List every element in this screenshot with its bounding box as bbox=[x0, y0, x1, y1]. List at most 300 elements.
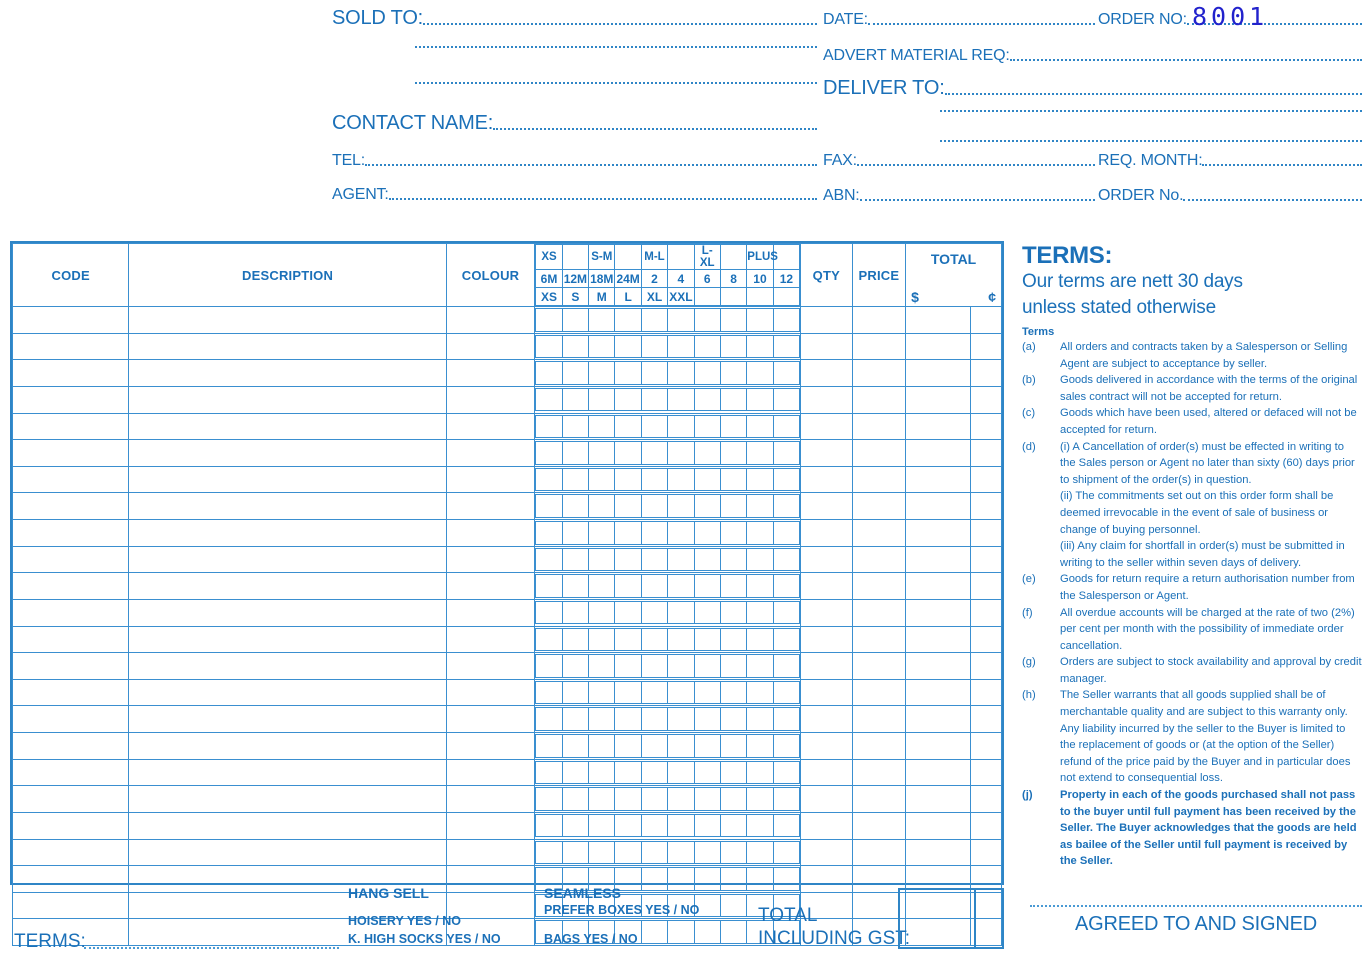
cell-description[interactable] bbox=[129, 839, 446, 866]
cell-colour[interactable] bbox=[446, 440, 535, 467]
size-cells-group[interactable] bbox=[535, 681, 800, 705]
bags-option[interactable]: BAGS YES / NO bbox=[544, 932, 638, 946]
cell-size-1[interactable] bbox=[536, 788, 562, 811]
size-cells-group[interactable] bbox=[535, 761, 800, 785]
cell-size-7[interactable] bbox=[694, 841, 720, 864]
cell-sizes[interactable] bbox=[535, 706, 801, 733]
cell-total-dollar[interactable] bbox=[906, 839, 971, 866]
size-cells-group[interactable] bbox=[535, 707, 800, 731]
cell-size-8[interactable] bbox=[720, 468, 746, 491]
cell-price[interactable] bbox=[852, 626, 906, 653]
cell-size-6[interactable] bbox=[668, 415, 694, 438]
cell-size-5[interactable] bbox=[641, 388, 667, 411]
table-row[interactable] bbox=[13, 413, 1002, 440]
cell-size-2[interactable] bbox=[562, 708, 588, 731]
cell-size-8[interactable] bbox=[720, 788, 746, 811]
contact-name-input-line[interactable] bbox=[493, 128, 817, 130]
cell-code[interactable] bbox=[13, 333, 129, 360]
cell-size-7[interactable] bbox=[694, 522, 720, 545]
cell-qty[interactable] bbox=[801, 786, 853, 813]
cell-size-8[interactable] bbox=[720, 522, 746, 545]
cell-sizes[interactable] bbox=[535, 440, 801, 467]
cell-size-2[interactable] bbox=[562, 575, 588, 598]
table-row[interactable] bbox=[13, 307, 1002, 334]
cell-size-2[interactable] bbox=[562, 735, 588, 758]
cell-total-cent[interactable] bbox=[971, 493, 1002, 520]
cell-size-6[interactable] bbox=[668, 362, 694, 385]
cell-size-9[interactable] bbox=[747, 468, 773, 491]
cell-description[interactable] bbox=[129, 413, 446, 440]
cell-total-cent[interactable] bbox=[971, 626, 1002, 653]
cell-size-1[interactable] bbox=[536, 628, 562, 651]
cell-size-1[interactable] bbox=[536, 841, 562, 864]
cell-size-7[interactable] bbox=[694, 655, 720, 678]
cell-size-9[interactable] bbox=[747, 655, 773, 678]
cell-size-1[interactable] bbox=[536, 655, 562, 678]
cell-size-10[interactable] bbox=[773, 841, 799, 864]
cell-size-3[interactable] bbox=[589, 814, 615, 837]
cell-size-9[interactable] bbox=[747, 335, 773, 358]
cell-price[interactable] bbox=[852, 599, 906, 626]
cell-price[interactable] bbox=[852, 307, 906, 334]
table-row[interactable] bbox=[13, 679, 1002, 706]
size-cells-group[interactable] bbox=[535, 654, 800, 678]
cell-sizes[interactable] bbox=[535, 839, 801, 866]
cell-size-8[interactable] bbox=[720, 442, 746, 465]
cell-size-10[interactable] bbox=[773, 362, 799, 385]
cell-size-3[interactable] bbox=[589, 655, 615, 678]
cell-total-dollar[interactable] bbox=[906, 626, 971, 653]
cell-size-8[interactable] bbox=[720, 601, 746, 624]
cell-size-2[interactable] bbox=[562, 388, 588, 411]
cell-total-cent[interactable] bbox=[971, 546, 1002, 573]
cell-size-2[interactable] bbox=[562, 362, 588, 385]
cell-size-5[interactable] bbox=[641, 655, 667, 678]
cell-colour[interactable] bbox=[446, 599, 535, 626]
cell-total-dollar[interactable] bbox=[906, 333, 971, 360]
table-row[interactable] bbox=[13, 706, 1002, 733]
cell-size-5[interactable] bbox=[641, 548, 667, 571]
cell-size-7[interactable] bbox=[694, 814, 720, 837]
cell-size-1[interactable] bbox=[536, 708, 562, 731]
cell-size-2[interactable] bbox=[562, 495, 588, 518]
cell-size-4[interactable] bbox=[615, 841, 641, 864]
fax-input-line[interactable] bbox=[857, 164, 1095, 166]
cell-size-8[interactable] bbox=[720, 335, 746, 358]
cell-size-8[interactable] bbox=[720, 575, 746, 598]
cell-description[interactable] bbox=[129, 573, 446, 600]
cell-total-dollar[interactable] bbox=[906, 599, 971, 626]
cell-price[interactable] bbox=[852, 706, 906, 733]
cell-qty[interactable] bbox=[801, 466, 853, 493]
size-cells-group[interactable] bbox=[535, 574, 800, 598]
order-no-secondary-input-line[interactable] bbox=[1183, 199, 1362, 201]
cell-size-10[interactable] bbox=[773, 735, 799, 758]
cell-total-cent[interactable] bbox=[971, 786, 1002, 813]
cell-size-5[interactable] bbox=[641, 761, 667, 784]
cell-size-3[interactable] bbox=[589, 761, 615, 784]
cell-size-8[interactable] bbox=[720, 708, 746, 731]
cell-size-8[interactable] bbox=[720, 415, 746, 438]
cell-total-cent[interactable] bbox=[971, 599, 1002, 626]
cell-size-8[interactable] bbox=[720, 681, 746, 704]
cell-size-9[interactable] bbox=[747, 681, 773, 704]
cell-colour[interactable] bbox=[446, 759, 535, 786]
cell-size-5[interactable] bbox=[641, 788, 667, 811]
cell-price[interactable] bbox=[852, 493, 906, 520]
cell-size-3[interactable] bbox=[589, 468, 615, 491]
cell-size-1[interactable] bbox=[536, 575, 562, 598]
cell-size-1[interactable] bbox=[536, 681, 562, 704]
cell-colour[interactable] bbox=[446, 812, 535, 839]
cell-qty[interactable] bbox=[801, 386, 853, 413]
cell-sizes[interactable] bbox=[535, 786, 801, 813]
cell-colour[interactable] bbox=[446, 466, 535, 493]
cell-size-6[interactable] bbox=[668, 655, 694, 678]
cell-code[interactable] bbox=[13, 546, 129, 573]
footer-terms-input-line[interactable] bbox=[84, 947, 339, 949]
cell-size-10[interactable] bbox=[773, 548, 799, 571]
cell-size-5[interactable] bbox=[641, 575, 667, 598]
cell-code[interactable] bbox=[13, 706, 129, 733]
size-cells-group[interactable] bbox=[535, 308, 800, 332]
cell-size-6[interactable] bbox=[668, 548, 694, 571]
cell-description[interactable] bbox=[129, 307, 446, 334]
cell-size-8[interactable] bbox=[720, 814, 746, 837]
abn-input-line[interactable] bbox=[860, 199, 1095, 201]
cell-size-2[interactable] bbox=[562, 814, 588, 837]
cell-size-1[interactable] bbox=[536, 495, 562, 518]
cell-size-4[interactable] bbox=[615, 522, 641, 545]
cell-sizes[interactable] bbox=[535, 360, 801, 387]
cell-size-6[interactable] bbox=[668, 468, 694, 491]
cell-code[interactable] bbox=[13, 812, 129, 839]
cell-price[interactable] bbox=[852, 733, 906, 760]
cell-description[interactable] bbox=[129, 786, 446, 813]
size-cells-group[interactable] bbox=[535, 441, 800, 465]
cell-size-5[interactable] bbox=[641, 335, 667, 358]
table-row[interactable] bbox=[13, 653, 1002, 680]
cell-size-9[interactable] bbox=[747, 814, 773, 837]
cell-code[interactable] bbox=[13, 599, 129, 626]
order-lines-table[interactable] bbox=[10, 241, 1004, 885]
cell-qty[interactable] bbox=[801, 546, 853, 573]
cell-size-2[interactable] bbox=[562, 548, 588, 571]
size-cells-group[interactable] bbox=[535, 548, 800, 572]
cell-size-8[interactable] bbox=[720, 655, 746, 678]
cell-size-3[interactable] bbox=[589, 681, 615, 704]
cell-total-cent[interactable] bbox=[971, 733, 1002, 760]
cell-size-4[interactable] bbox=[615, 628, 641, 651]
cell-size-2[interactable] bbox=[562, 335, 588, 358]
cell-sizes[interactable] bbox=[535, 626, 801, 653]
cell-size-6[interactable] bbox=[668, 814, 694, 837]
cell-size-5[interactable] bbox=[641, 628, 667, 651]
cell-price[interactable] bbox=[852, 653, 906, 680]
cell-size-9[interactable] bbox=[747, 362, 773, 385]
cell-price[interactable] bbox=[852, 520, 906, 547]
cell-description[interactable] bbox=[129, 599, 446, 626]
cell-size-1[interactable] bbox=[536, 415, 562, 438]
cell-qty[interactable] bbox=[801, 733, 853, 760]
table-row[interactable] bbox=[13, 466, 1002, 493]
cell-description[interactable] bbox=[129, 706, 446, 733]
cell-size-4[interactable] bbox=[615, 362, 641, 385]
cell-total-dollar[interactable] bbox=[906, 440, 971, 467]
cell-price[interactable] bbox=[852, 573, 906, 600]
cell-qty[interactable] bbox=[801, 440, 853, 467]
cell-sizes[interactable] bbox=[535, 520, 801, 547]
cell-description[interactable] bbox=[129, 333, 446, 360]
k-high-socks-option[interactable]: K. HIGH SOCKS YES / NO bbox=[348, 932, 501, 946]
cell-size-7[interactable] bbox=[694, 362, 720, 385]
size-cells-group[interactable] bbox=[535, 521, 800, 545]
cell-size-1[interactable] bbox=[536, 442, 562, 465]
cell-qty[interactable] bbox=[801, 413, 853, 440]
cell-size-9[interactable] bbox=[747, 628, 773, 651]
cell-colour[interactable] bbox=[446, 839, 535, 866]
cell-size-5[interactable] bbox=[641, 309, 667, 332]
field-agent[interactable] bbox=[332, 187, 817, 203]
cell-size-8[interactable] bbox=[720, 735, 746, 758]
cell-colour[interactable] bbox=[446, 386, 535, 413]
cell-description[interactable] bbox=[129, 360, 446, 387]
cell-size-3[interactable] bbox=[589, 708, 615, 731]
size-cells-group[interactable] bbox=[535, 388, 800, 412]
cell-size-7[interactable] bbox=[694, 388, 720, 411]
cell-code[interactable] bbox=[13, 493, 129, 520]
cell-total-dollar[interactable] bbox=[906, 466, 971, 493]
field-date[interactable] bbox=[823, 12, 1095, 28]
cell-code[interactable] bbox=[13, 307, 129, 334]
prefer-boxes-option[interactable]: PREFER BOXES YES / NO bbox=[544, 903, 700, 917]
cell-total-cent[interactable] bbox=[971, 679, 1002, 706]
cell-total-dollar[interactable] bbox=[906, 812, 971, 839]
table-row[interactable] bbox=[13, 440, 1002, 467]
cell-size-9[interactable] bbox=[747, 548, 773, 571]
cell-total-cent[interactable] bbox=[971, 333, 1002, 360]
cell-sizes[interactable] bbox=[535, 653, 801, 680]
cell-size-10[interactable] bbox=[773, 761, 799, 784]
cell-qty[interactable] bbox=[801, 573, 853, 600]
cell-size-6[interactable] bbox=[668, 788, 694, 811]
cell-size-9[interactable] bbox=[747, 415, 773, 438]
date-input-line[interactable] bbox=[868, 23, 1095, 25]
cell-size-7[interactable] bbox=[694, 415, 720, 438]
cell-size-7[interactable] bbox=[694, 601, 720, 624]
cell-price[interactable] bbox=[852, 786, 906, 813]
cell-size-6[interactable] bbox=[668, 628, 694, 651]
cell-total-dollar[interactable] bbox=[906, 307, 971, 334]
cell-total-cent[interactable] bbox=[971, 706, 1002, 733]
table-row[interactable] bbox=[13, 759, 1002, 786]
cell-price[interactable] bbox=[852, 333, 906, 360]
cell-size-3[interactable] bbox=[589, 841, 615, 864]
cell-size-4[interactable] bbox=[615, 601, 641, 624]
cell-total-dollar[interactable] bbox=[906, 360, 971, 387]
cell-colour[interactable] bbox=[446, 679, 535, 706]
cell-size-5[interactable] bbox=[641, 735, 667, 758]
table-row[interactable] bbox=[13, 812, 1002, 839]
cell-size-2[interactable] bbox=[562, 681, 588, 704]
cell-description[interactable] bbox=[129, 493, 446, 520]
cell-size-9[interactable] bbox=[747, 761, 773, 784]
cell-total-cent[interactable] bbox=[971, 653, 1002, 680]
cell-size-4[interactable] bbox=[615, 735, 641, 758]
cell-total-dollar[interactable] bbox=[906, 759, 971, 786]
cell-size-3[interactable] bbox=[589, 575, 615, 598]
cell-size-3[interactable] bbox=[589, 735, 615, 758]
cell-size-3[interactable] bbox=[589, 415, 615, 438]
size-cells-group[interactable] bbox=[535, 787, 800, 811]
table-row[interactable] bbox=[13, 546, 1002, 573]
size-cells-group[interactable] bbox=[535, 628, 800, 652]
cell-size-3[interactable] bbox=[589, 442, 615, 465]
cell-price[interactable] bbox=[852, 759, 906, 786]
cell-size-4[interactable] bbox=[615, 495, 641, 518]
field-req-month[interactable] bbox=[1098, 153, 1362, 169]
cell-description[interactable] bbox=[129, 626, 446, 653]
cell-size-8[interactable] bbox=[720, 628, 746, 651]
cell-size-9[interactable] bbox=[747, 495, 773, 518]
cell-code[interactable] bbox=[13, 413, 129, 440]
cell-size-10[interactable] bbox=[773, 335, 799, 358]
cell-sizes[interactable] bbox=[535, 466, 801, 493]
cell-size-10[interactable] bbox=[773, 814, 799, 837]
cell-size-7[interactable] bbox=[694, 761, 720, 784]
cell-total-dollar[interactable] bbox=[906, 733, 971, 760]
cell-code[interactable] bbox=[13, 440, 129, 467]
cell-size-6[interactable] bbox=[668, 735, 694, 758]
size-cells-group[interactable] bbox=[535, 468, 800, 492]
cell-price[interactable] bbox=[852, 466, 906, 493]
cell-qty[interactable] bbox=[801, 599, 853, 626]
order-lines-body[interactable] bbox=[13, 307, 1002, 946]
deliver-to-line2-input[interactable] bbox=[940, 110, 1362, 112]
cell-price[interactable] bbox=[852, 360, 906, 387]
cell-sizes[interactable] bbox=[535, 599, 801, 626]
cell-size-1[interactable] bbox=[536, 601, 562, 624]
cell-size-5[interactable] bbox=[641, 415, 667, 438]
agent-input-line[interactable] bbox=[389, 198, 817, 200]
cell-colour[interactable] bbox=[446, 520, 535, 547]
cell-size-7[interactable] bbox=[694, 575, 720, 598]
cell-sizes[interactable] bbox=[535, 759, 801, 786]
cell-size-6[interactable] bbox=[668, 388, 694, 411]
table-row[interactable] bbox=[13, 839, 1002, 866]
cell-description[interactable] bbox=[129, 759, 446, 786]
cell-size-10[interactable] bbox=[773, 708, 799, 731]
cell-size-9[interactable] bbox=[747, 788, 773, 811]
cell-price[interactable] bbox=[852, 546, 906, 573]
table-row[interactable] bbox=[13, 786, 1002, 813]
cell-colour[interactable] bbox=[446, 493, 535, 520]
cell-size-9[interactable] bbox=[747, 735, 773, 758]
cell-size-9[interactable] bbox=[747, 522, 773, 545]
cell-size-7[interactable] bbox=[694, 309, 720, 332]
cell-description[interactable] bbox=[129, 812, 446, 839]
cell-size-10[interactable] bbox=[773, 628, 799, 651]
cell-total-dollar[interactable] bbox=[906, 493, 971, 520]
cell-total-cent[interactable] bbox=[971, 440, 1002, 467]
cell-size-2[interactable] bbox=[562, 628, 588, 651]
cell-code[interactable] bbox=[13, 573, 129, 600]
table-row[interactable] bbox=[13, 733, 1002, 760]
cell-total-dollar[interactable] bbox=[906, 546, 971, 573]
cell-size-5[interactable] bbox=[641, 681, 667, 704]
cell-sizes[interactable] bbox=[535, 413, 801, 440]
cell-size-4[interactable] bbox=[615, 655, 641, 678]
field-sold-to-line3[interactable] bbox=[415, 82, 817, 87]
cell-total-dollar[interactable] bbox=[906, 679, 971, 706]
cell-price[interactable] bbox=[852, 440, 906, 467]
cell-size-7[interactable] bbox=[694, 708, 720, 731]
field-deliver-to-line2[interactable] bbox=[940, 110, 1362, 115]
advert-material-input-line[interactable] bbox=[1010, 59, 1362, 61]
cell-size-6[interactable] bbox=[668, 681, 694, 704]
cell-colour[interactable] bbox=[446, 706, 535, 733]
cell-sizes[interactable] bbox=[535, 307, 801, 334]
cell-size-10[interactable] bbox=[773, 309, 799, 332]
cell-total-dollar[interactable] bbox=[906, 520, 971, 547]
cell-size-6[interactable] bbox=[668, 575, 694, 598]
cell-total-cent[interactable] bbox=[971, 520, 1002, 547]
cell-size-1[interactable] bbox=[536, 522, 562, 545]
cell-size-1[interactable] bbox=[536, 362, 562, 385]
cell-size-10[interactable] bbox=[773, 655, 799, 678]
cell-size-10[interactable] bbox=[773, 681, 799, 704]
cell-description[interactable] bbox=[129, 466, 446, 493]
cell-colour[interactable] bbox=[446, 333, 535, 360]
tel-input-line[interactable] bbox=[365, 164, 817, 166]
cell-colour[interactable] bbox=[446, 653, 535, 680]
cell-size-3[interactable] bbox=[589, 309, 615, 332]
cell-total-cent[interactable] bbox=[971, 466, 1002, 493]
cell-size-4[interactable] bbox=[615, 761, 641, 784]
sold-to-line3-input[interactable] bbox=[415, 82, 817, 84]
cell-size-10[interactable] bbox=[773, 495, 799, 518]
req-month-input-line[interactable] bbox=[1202, 164, 1362, 166]
table-row[interactable] bbox=[13, 520, 1002, 547]
cell-size-1[interactable] bbox=[536, 468, 562, 491]
cell-size-9[interactable] bbox=[747, 708, 773, 731]
cell-size-2[interactable] bbox=[562, 415, 588, 438]
cell-code[interactable] bbox=[13, 520, 129, 547]
cell-size-1[interactable] bbox=[536, 761, 562, 784]
cell-colour[interactable] bbox=[446, 733, 535, 760]
field-fax[interactable] bbox=[823, 153, 1095, 169]
cell-size-4[interactable] bbox=[615, 309, 641, 332]
table-row[interactable] bbox=[13, 386, 1002, 413]
cell-sizes[interactable] bbox=[535, 386, 801, 413]
cell-qty[interactable] bbox=[801, 360, 853, 387]
cell-total-dollar[interactable] bbox=[906, 386, 971, 413]
cell-size-8[interactable] bbox=[720, 309, 746, 332]
cell-size-4[interactable] bbox=[615, 335, 641, 358]
cell-code[interactable] bbox=[13, 626, 129, 653]
cell-size-10[interactable] bbox=[773, 601, 799, 624]
cell-size-10[interactable] bbox=[773, 442, 799, 465]
cell-total-cent[interactable] bbox=[971, 360, 1002, 387]
cell-description[interactable] bbox=[129, 440, 446, 467]
cell-code[interactable] bbox=[13, 759, 129, 786]
cell-size-1[interactable] bbox=[536, 388, 562, 411]
cell-qty[interactable] bbox=[801, 520, 853, 547]
cell-size-5[interactable] bbox=[641, 708, 667, 731]
cell-size-5[interactable] bbox=[641, 442, 667, 465]
cell-qty[interactable] bbox=[801, 759, 853, 786]
cell-sizes[interactable] bbox=[535, 679, 801, 706]
